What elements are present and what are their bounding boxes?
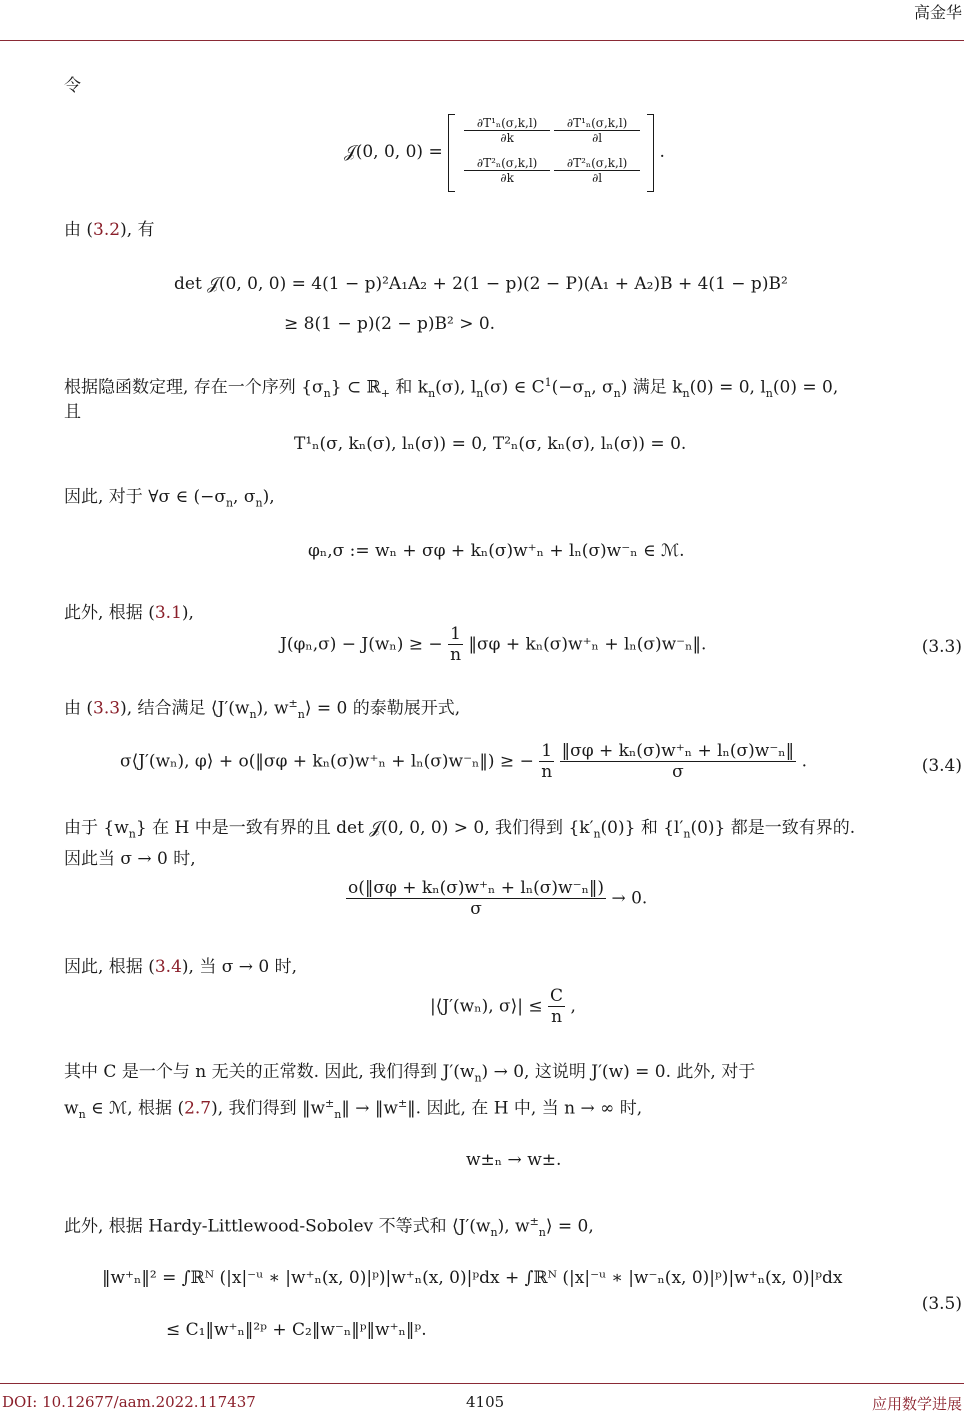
m21-den: ∂k (500, 171, 514, 185)
text-therefore-for: 因此, 对于 ∀σ ∈ ($-\sigma_n$, $\sigma_n$), (64, 487, 275, 510)
text-const-line2: $w_n$ ∈ ℳ, 根据 (2.7), 我们得到 $‖w^\pm_n‖$ → ‖w±‖. 因此, 在 H 中, 当 n → ∞ 时, (64, 1097, 643, 1122)
equation-jacobian (344, 114, 665, 190)
equation-det-line1: det 𝒥(0, 0, 0) = 4(1 − p)²A₁A₂ + 2(1 − p)(2 − P)(A₁ + A₂)B + 4(1 − p)B² (174, 274, 788, 294)
e34-frac2: $\frac{\text{‖σφ + kₙ(σ)w⁺ₙ + lₙ(σ)w⁻ₙ‖}}{\sigma}$ (561, 741, 795, 782)
matrix-cell-12 (554, 116, 640, 145)
m12-num: ∂T¹ₙ(σ,k,l) (554, 116, 640, 131)
cite-3-2[interactable]: 3.2 (93, 220, 121, 240)
equation-3-5-line1: ‖w⁺ₙ‖² = ∫ℝᴺ (|x|⁻ᵘ ∗ |w⁺ₙ(x, 0)|ᵖ)|w⁺ₙ(x, 0)|ᵖdx + ∫ℝᴺ (|x|⁻ᵘ ∗ |w⁻ₙ(x, 0)|ᵖ)|w⁺ₙ(x, 0)|ᵖdx (102, 1268, 843, 1288)
jacobian-lhs: 𝒥(0, 0, 0) = (344, 142, 443, 162)
jacobian-matrix (448, 114, 654, 190)
jacobian-end: . (659, 142, 665, 162)
text-bounded-line2: 因此当 σ → 0 时, (64, 849, 196, 869)
equation-limit: $\frac{\text{o(‖σφ + kₙ(σ)w⁺ₙ + lₙ(σ)w⁻ₙ‖)}}{\sigma}$ → 0. (348, 878, 648, 919)
text-hls: 此外, 根据 Hardy-Littlewood-Sobolev 不等式和 $⟨J'(w_n)$, $w^\pm_n⟩ = 0$, (64, 1215, 594, 1240)
equation-3-3: J(φₙ,σ) − J(wₙ) ≥ − $\frac{1}{n}$ ‖σφ + kₙ(σ)w⁺ₙ + lₙ(σ)w⁻ₙ‖. (280, 624, 707, 665)
bound-frac: $\frac{C}{n}$ (550, 986, 564, 1027)
equation-T: T¹ₙ(σ, kₙ(σ), lₙ(σ)) = 0, T²ₙ(σ, kₙ(σ), lₙ(σ)) = 0. (294, 434, 687, 454)
equation-bound: |⟨J′(wₙ), σ⟩| ≤ $\frac{C}{n}$ , (430, 986, 576, 1027)
e33-frac: $\frac{1}{n}$ (450, 624, 462, 665)
m22-den: ∂l (592, 171, 603, 185)
header-author: 高金华 (913, 3, 962, 22)
matrix-left-bracket (448, 114, 455, 192)
cite-2-7[interactable]: 2.7 (184, 1098, 212, 1119)
header-rule (0, 40, 964, 41)
cite-3-1[interactable]: 3.1 (154, 603, 182, 623)
footer-journal[interactable]: 应用数学进展 (871, 1395, 962, 1413)
text-besides-31: 此外, 根据 (3.1), (64, 603, 194, 623)
limit-frac: $\frac{\text{o(‖σφ + kₙ(σ)w⁺ₙ + lₙ(σ)w⁻ₙ‖)}}{\sigma}$ (348, 878, 605, 919)
text-you-32: 由 (3.2), 有 (64, 220, 155, 240)
matrix-cell-22 (554, 156, 640, 185)
equation-number-3-4: (3.4) (921, 756, 962, 776)
equation-number-3-3: (3.3) (921, 637, 962, 657)
m11-num: ∂T¹ₙ(σ,k,l) (464, 116, 550, 131)
equation-3-4: σ⟨J′(wₙ), φ⟩ + o(‖σφ + kₙ(σ)w⁺ₙ + lₙ(σ)w⁻ₙ‖) ≥ − $\frac{1}{n}$ $\frac{\text{‖σφ + kₙ(σ)w⁺ₙ + lₙ(σ)w⁻ₙ‖}}{\sigma}$ . (120, 741, 807, 782)
text-const-line1: 其中 C 是一个与 n 无关的正常数. 因此, 我们得到 $J'(w_n) \to 0$, 这说明 J′(w) = 0. 此外, 对于 (64, 1062, 756, 1085)
text-qie: 且 (64, 402, 81, 422)
m21-num: ∂T²ₙ(σ,k,l) (464, 156, 550, 171)
equation-det-line2: ≥ 8(1 − p)(2 − p)B² > 0. (284, 314, 496, 334)
equation-3-5-line2: ≤ C₁‖w⁺ₙ‖²ᵖ + C₂‖w⁻ₙ‖ᵖ‖w⁺ₙ‖ᵖ. (166, 1320, 427, 1340)
equation-number-3-5: (3.5) (921, 1294, 962, 1314)
m12-den: ∂l (592, 131, 603, 145)
text-ift-line1: 根据隐函数定理, 存在一个序列 $\{\sigma_n\}$ ⊂ ℝ$_+$ 和 $k_n(\sigma)$, $l_n(\sigma)$ ∈ $C^1(-\sigma_n$, $\sigma_n$) 满足 $k_n(0) = 0$, $l_n(0) = 0$, (64, 376, 839, 401)
footer-rule (0, 1383, 964, 1384)
text-ling: 令 (64, 76, 81, 96)
text-by-33: 由 (3.3), 结合满足 $⟨J'(w_n)$, $w^\pm_n⟩ = 0$ 的泰勒展开式, (64, 697, 461, 722)
footer-page-number: 4105 (466, 1393, 505, 1411)
equation-convergence: w±ₙ → w±. (466, 1150, 562, 1170)
equation-phi-def: φₙ,σ := wₙ + σφ + kₙ(σ)w⁺ₙ + lₙ(σ)w⁻ₙ ∈ ℳ. (308, 541, 685, 561)
e34-frac1: $\frac{1}{n}$ (541, 741, 553, 782)
m22-num: ∂T²ₙ(σ,k,l) (554, 156, 640, 171)
text-by-34: 因此, 根据 (3.4), 当 σ → 0 时, (64, 957, 298, 977)
matrix-cell-21 (464, 156, 550, 185)
m11-den: ∂k (500, 131, 514, 145)
footer-doi[interactable]: DOI: 10.12677/aam.2022.117437 (2, 1393, 256, 1411)
matrix-right-bracket (647, 114, 654, 192)
matrix-cell-11 (464, 116, 550, 145)
cite-3-4[interactable]: 3.4 (154, 957, 182, 977)
text-bounded-line1: 由于 $\{w_n\}$ 在 H 中是一致有界的且 det 𝒥(0, 0, 0) > 0, 我们得到 $\{k'_n(0)\}$ 和 $\{l'_n(0)\}$ 都是一致有界的. (64, 818, 856, 841)
cite-3-3[interactable]: 3.3 (93, 698, 121, 719)
